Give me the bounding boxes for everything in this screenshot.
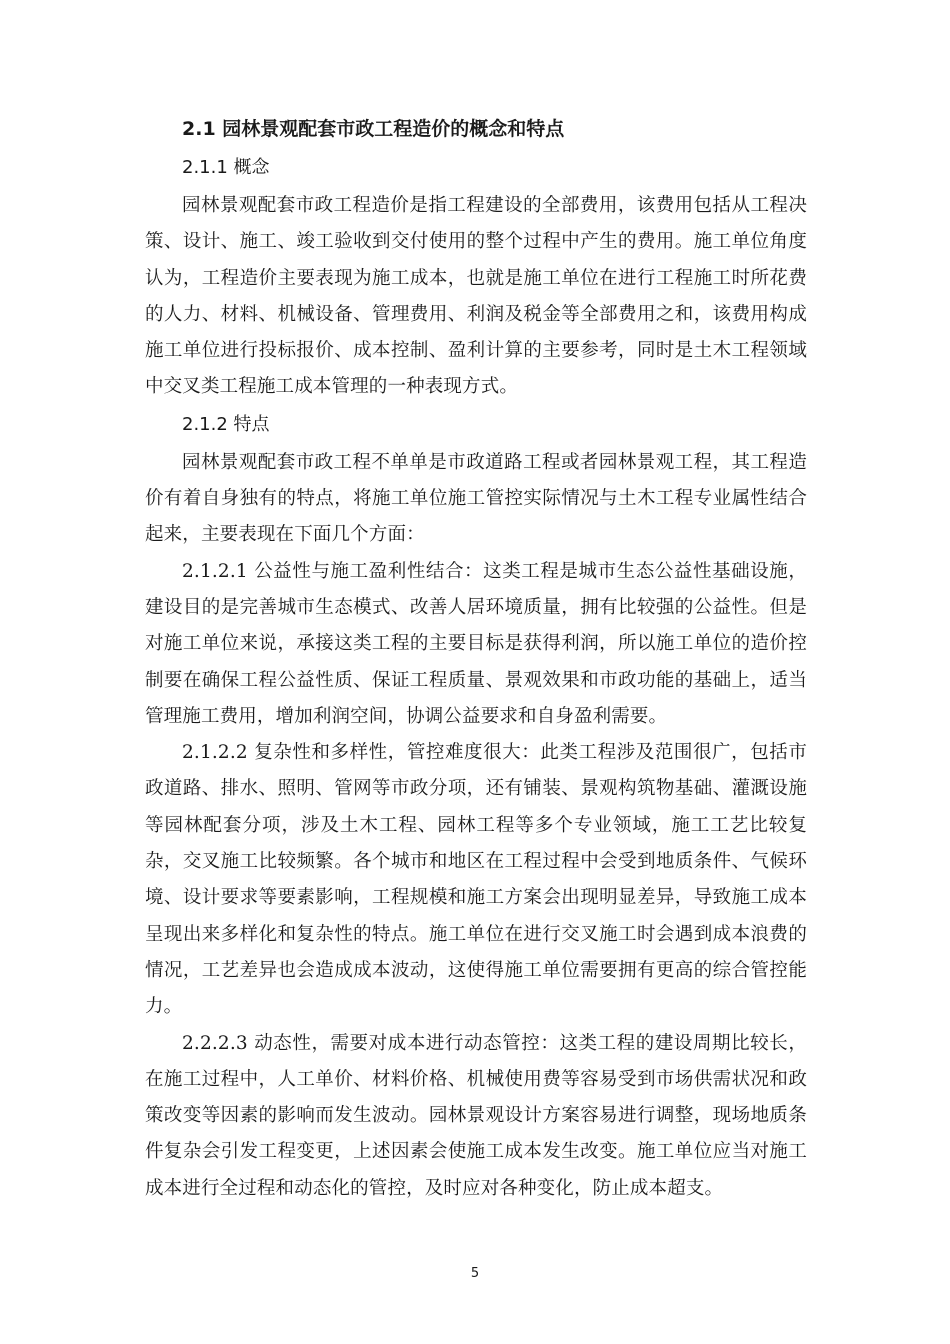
page-number: 5 [470, 1266, 480, 1281]
subsection-heading-features: 2.1.2 特点 [182, 413, 270, 435]
section-heading: 2.1 园林景观配套市政工程造价的概念和特点 [182, 118, 565, 140]
subsection-heading-concept: 2.1.1 概念 [182, 157, 270, 178]
features-intro-paragraph: 园林景观配套市政工程不单单是市政道路工程或者园林景观工程，其工程造价有着自身独有的特点，将施工单位施工管控实际情况与土木工程专业属性结合起来，主要表现在下面几个方面： [145, 451, 807, 546]
concept-paragraph: 园林景观配套市政工程造价是指工程建设的全部费用，该费用包括从工程决策、设计、施工、竣工验收到交付使用的整个过程中产生的费用。施工单位角度认为，工程造价主要表现为施工成本，也就是施工单位在进行工程施工时所花费的人力、材料、机械设备、管理费用、利润及税金等全部费用之和，该费用构成施工单位进行投标报价、成本控制、盈利计算的主要参考，同时是土木工程领域中交叉类工程施工成本管理的一种表现方式。 [145, 195, 807, 398]
page-content [145, 112, 807, 1207]
feature-item-complexity: 2.1.2.2 复杂性和多样性，管控难度很大：此类工程涉及范围很广，包括市政道路、排水、照明、管网等市政分项，还有铺装、景观构筑物基础、灌溉设施等园林配套分项，涉及土木工程、园林工程等多个专业领域，施工工艺比较复杂，交叉施工比较频繁。各个城市和地区在工程过程中会受到地质条件、气候环境、设计要求等要素影响，工程规模和施工方案会出现明显差异，导致施工成本呈现出来多样化和复杂性的特点。施工单位在进行交叉施工时会遇到成本浪费的情况，工艺差异也会造成成本波动，这使得施工单位需要拥有更高的综合管控能力。 [145, 742, 807, 1018]
feature-item-public-benefit: 2.1.2.1 公益性与施工盈利性结合：这类工程是城市生态公益性基础设施，建设目的是完善城市生态模式、改善人居环境质量，拥有比较强的公益性。但是对施工单位来说，承接这类工程的主要目标是获得利润，所以施工单位的造价控制要在确保工程公益性质、保证工程质量、景观效果和市政功能的基础上，适当管理施工费用，增加利润空间，协调公益要求和自身盈利需要。 [145, 560, 807, 727]
feature-item-dynamic: 2.2.2.3 动态性，需要对成本进行动态管控：这类工程的建设周期比较长，在施工过程中，人工单价、材料价格、机械使用费等容易受到市场供需状况和政策改变等因素的影响而发生波动。园林景观设计方案容易进行调整，现场地质条件复杂会引发工程变更，上述因素会使施工成本发生改变。施工单位应当对施工成本进行全过程和动态化的管控，及时应对各种变化，防止成本超支。 [145, 1032, 807, 1199]
